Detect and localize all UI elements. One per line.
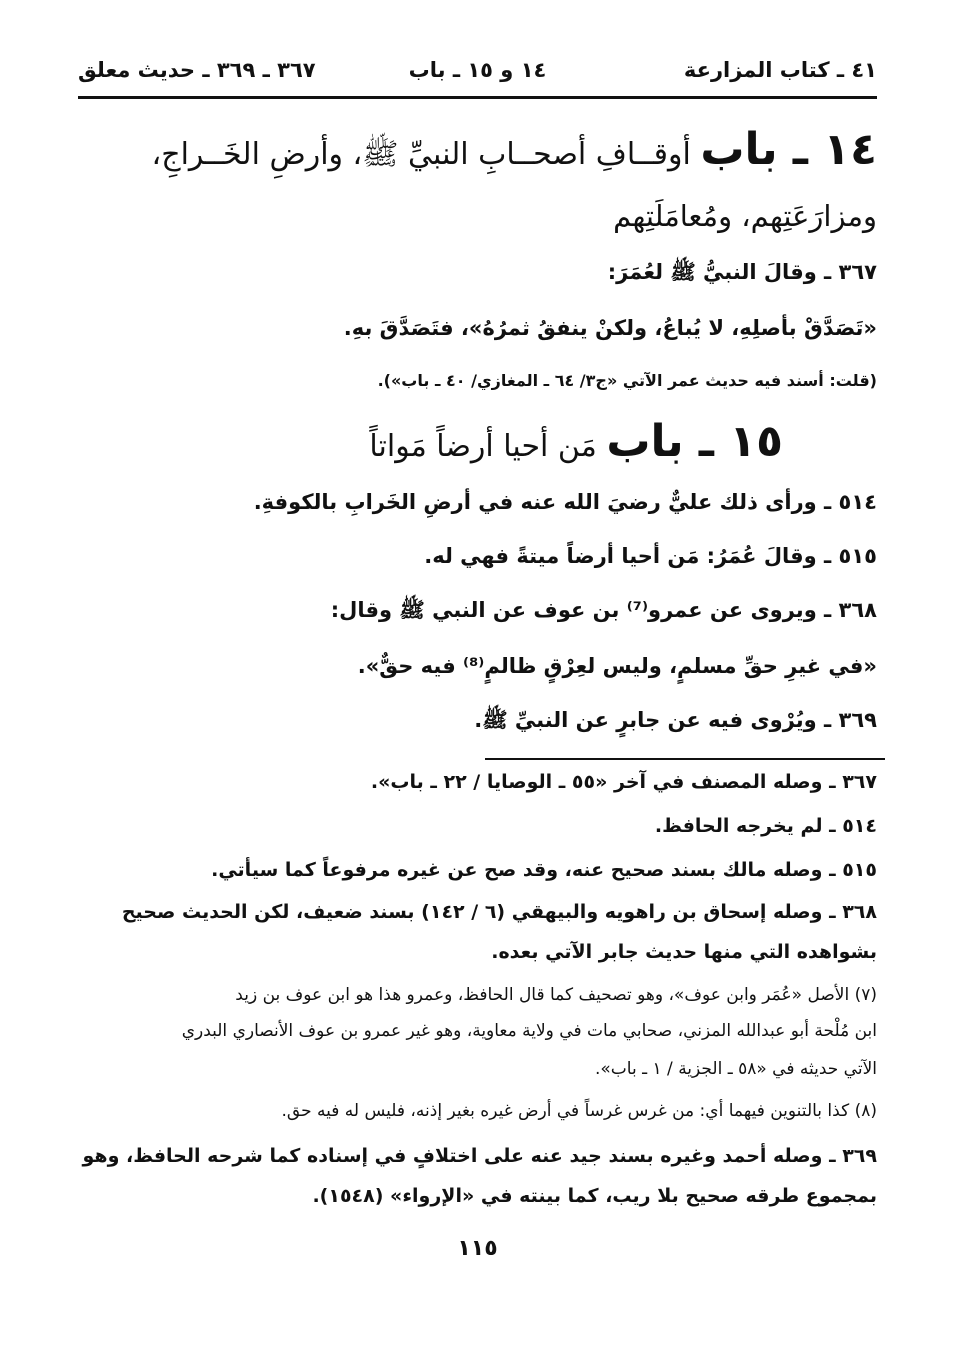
hadith-368-intro: ٣٦٨ ـ ويروى عن عمرو⁽⁷⁾ بن عوف عن النبي ﷺ وقال:: [330, 598, 877, 622]
note-7-line2: ابن مُلْحة أبو عبدالله المزني، صحابي مات في ولاية معاوية، وهو غير عمرو بن عوف الأنصاري البدري: [181, 1021, 877, 1041]
footnote-369-line2: بمجموع طرقه صحيح بلا ريب، كما بينته في «الإرواء» (١٥٤٨).: [312, 1185, 877, 1207]
header-chapters: ١٤ و ١٥ ـ باب: [408, 58, 547, 82]
chapter-14-title-cont: ومزارَعَتِهم، ومُعامَلَتِهم: [613, 199, 877, 233]
header-book-title: ٤١ ـ كتاب المزارعة: [683, 58, 877, 82]
hadith-369: ٣٦٩ ـ ويُرْوى فيه عن جابرٍ عن النبيِّ ﷺ.: [474, 708, 877, 732]
note-7-line3: الآتي حديثه في «٥٨ ـ الجزية / ١ ـ باب».: [595, 1059, 877, 1079]
chapter-15-title: مَن أحيا أرضاً مَواتاً: [369, 429, 597, 464]
header-rule: [78, 96, 877, 99]
footnote-368-line2: بشواهده التي منها حديث جابر الآتي بعده.: [491, 941, 877, 963]
footnote-515: ٥١٥ ـ وصله مالك بسند صحيح عنه، وقد صح عن غيره مرفوعاً كما سيأتي.: [211, 859, 877, 881]
chapter-15-heading: [78, 410, 783, 479]
athar-514: ٥١٤ ـ ورأى ذلك عليٌّ رضيَ الله عنه في أرضِ الخَرابِ بالكوفةِ.: [253, 490, 877, 514]
note-7-line1: (٧) الأصل «عُمَر وابن عوف»، وهو تصحيف كما قال الحافظ، وعمرو هذا هو ابن عوف بن زيد: [235, 985, 877, 1005]
header-hadith-range: ٣٦٧ ـ ٣٦٩ ـ حديث معلق: [78, 58, 316, 82]
note-8: (٨) كذا بالتنوين فيهما أي: من غرس غرساً في أرض غيره بغير إذنه، فليس له فيه حق.: [281, 1101, 877, 1121]
footnote-367: ٣٦٧ ـ وصله المصنف في آخر «٥٥ ـ الوصايا / ٢٢ ـ باب».: [370, 771, 877, 793]
footnote-rule: [485, 758, 885, 760]
chapter-14-title: أوقــافِ أصحــابِ النبيِّ ﷺ، وأرضِ الخَــراجِ،: [151, 137, 691, 172]
hadith-367-intro: ٣٦٧ ـ وقالَ النبيُّ ﷺ لعُمَرَ:: [607, 260, 877, 284]
athar-515: ٥١٥ ـ وقالَ عُمَرُ: مَن أحيا أرضاً ميتةً فهي له.: [424, 544, 877, 568]
chapter-15-number: ١٥ ـ باب: [606, 416, 783, 467]
hadith-368-text: «في غيرِ حقِّ مسلمٍ، وليس لعِرْقٍ ظالمٍ⁽⁸⁾ فيه حقٌّ».: [357, 654, 877, 678]
footnote-369-line1: ٣٦٩ ـ وصله أحمد وغيره بسند جيد عنه على اختلافٍ في إسناده كما شرحه الحافظ، وهو: [82, 1145, 877, 1167]
hadith-367-text: «تَصَدَّقْ بأصلِهِ، لا يُباعُ، ولكنْ ينفقُ ثمرُهُ»، فتَصَدَّقَ بهِ.: [343, 316, 877, 340]
chapter-14-number: ١٤ ـ باب: [700, 124, 877, 175]
footnote-514: ٥١٤ ـ لم يخرجه الحافظ.: [654, 815, 877, 837]
hadith-367-note: (قلت: أسند فيه حديث عمر الآتي «ج٣/ ٦٤ ـ المغازي/ ٤٠ ـ باب»).: [377, 371, 877, 390]
footnote-368-line1: ٣٦٨ ـ وصله إسحاق بن راهويه والبيهقي (٦ / ١٤٢) بسند ضعيف، لكن الحديث صحيح: [121, 901, 877, 923]
running-header: [78, 52, 877, 92]
page-number: ١١٥: [457, 1236, 498, 1261]
chapter-14-heading: [78, 120, 877, 185]
